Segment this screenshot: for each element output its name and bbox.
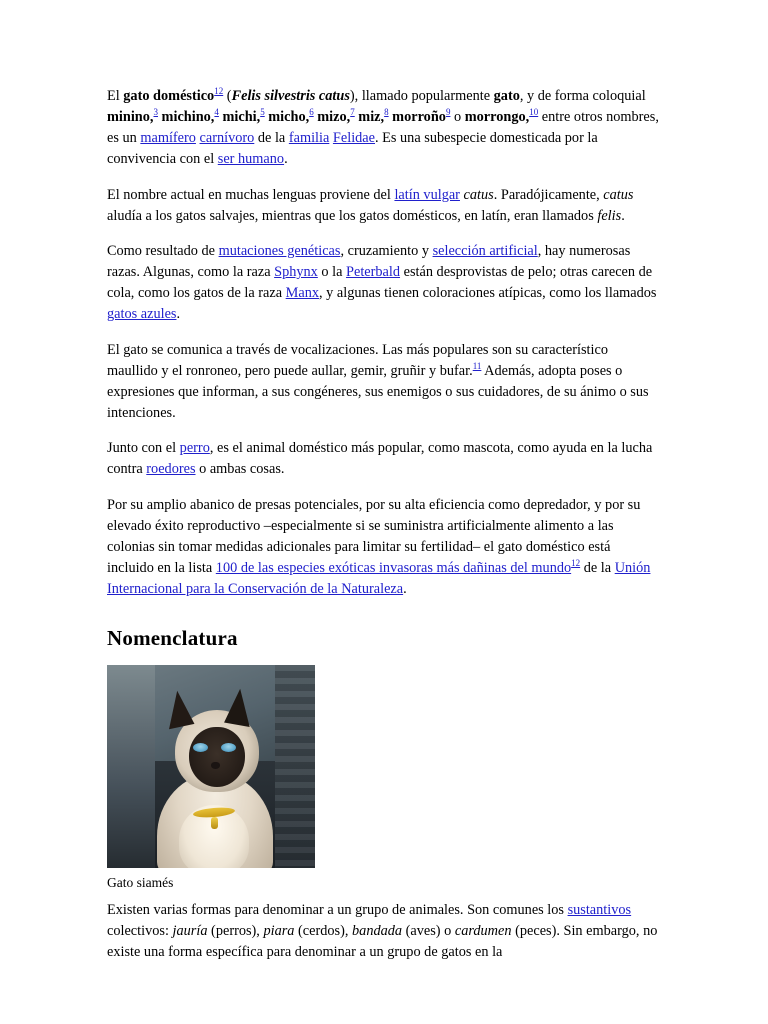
text-run: . Es una subespecie domesticada por la convivencia con el (107, 130, 598, 168)
paragraph-1 (107, 86, 660, 171)
link-mamifero[interactable]: mamífero (140, 130, 196, 147)
text-run: , es el animal doméstico más popular, como mascota, como ayuda en la lucha contra (107, 440, 653, 478)
text-run: de la (580, 559, 615, 576)
link-roedores[interactable]: roedores (146, 461, 196, 478)
figure-caption: Gato siamés (107, 875, 174, 891)
reference-marker[interactable] (571, 558, 580, 568)
text-run: Junto con el (107, 440, 180, 457)
text-run: ( (223, 88, 232, 104)
text-run: o ambas cosas. (195, 461, 285, 478)
link-felidae[interactable]: Felidae (332, 130, 376, 147)
reference-marker[interactable] (529, 107, 538, 117)
text-run: Existen varias formas para denominar a un grupo de animales. Son comunes los (107, 902, 568, 919)
link-peterbald[interactable]: Peterbald (346, 264, 401, 281)
reference-link-7[interactable]: 7​ (350, 107, 355, 118)
text-run: ), llamado popularmente (349, 88, 494, 104)
text-run: , y de forma coloquial (519, 88, 646, 104)
text-run: están desprovistas de pelo; otras carecen de cola, como los gatos de la raza (107, 264, 653, 302)
text-run: Además, adopta poses o expresiones que informan, a sus congéneres, sus enemigos o sus cuidadores, de su ánimo o sus intenciones. (107, 362, 649, 422)
bold-term-gato-domestico: gato doméstico (123, 88, 215, 104)
figure-gato-siames (107, 665, 315, 892)
link-gatos-azules[interactable]: gatos azules (107, 306, 177, 323)
link-carnivoro[interactable]: carnívoro (199, 130, 255, 147)
bold-term-minino: minino, (107, 109, 154, 126)
binomial-name: Felis silvestris catus (231, 88, 350, 104)
bold-term-mizo: mizo, (313, 109, 351, 126)
link-manx[interactable]: Manx (285, 285, 320, 302)
italic-catus: catus (603, 186, 634, 203)
reference-marker[interactable] (214, 86, 223, 96)
bold-term-morrono: morroño (388, 109, 446, 126)
text-run: o la (317, 264, 347, 281)
italic-jauria: jauría (172, 923, 208, 940)
reference-link-4[interactable]: 4​ (214, 107, 219, 118)
link-ser-humano[interactable]: ser humano (217, 151, 285, 168)
italic-felis: felis (597, 207, 622, 224)
link-perro[interactable]: perro (179, 440, 210, 457)
link-seleccion-artificial[interactable]: selección artificial (432, 242, 538, 259)
text-run: aludía a los gatos salvajes, mientras que los gatos domésticos, en latín, eran llamados (107, 207, 598, 224)
reference-link-1-2[interactable]: 1​2​ (214, 86, 224, 97)
bold-term-morrongo: morrongo, (464, 109, 530, 126)
text-run: (cerdos), (294, 923, 353, 940)
text-run: colectivos: (107, 923, 173, 940)
text-run: El nombre actual en muchas lenguas proviene del (107, 186, 395, 203)
reference-link-11[interactable]: 11​ (472, 360, 482, 371)
link-sustantivos[interactable]: sustantivos (567, 902, 632, 919)
text-run: Por su amplio abanico de presas potenciales, por su alta eficiencia como depredador, y por su elevado éxito reproductivo –especialmente si se suministra artificialmente alimento a las colonias sin tomar medidas adicionales para limitar su fertilidad– el gato doméstico está incluido en la lista (107, 496, 641, 576)
bold-term-michi: michi, (218, 109, 261, 126)
paragraph-6 (107, 495, 660, 601)
text-run: (peces). Sin embargo, no existe una forma específica para denominar a un grupo de gatos en la (107, 923, 658, 961)
reference-link-3[interactable]: 3​ (153, 107, 158, 118)
text-run: El gato se comunica a través de vocalizaciones. Las más populares son su característico maullido y el ronroneo, pero puede aullar, gemir, gruñir y bufar. (107, 341, 608, 379)
link-latin-vulgar[interactable]: latín vulgar (394, 186, 460, 203)
link-uicn[interactable]: Unión Internacional para la Conservación de la Naturaleza (107, 559, 651, 598)
paragraph-5 (107, 438, 660, 480)
text-run: de la (254, 130, 289, 147)
text-run: , cruzamiento y (340, 242, 433, 259)
bold-term-micho: micho, (264, 109, 310, 126)
reference-link-10[interactable]: 10​ (529, 107, 539, 118)
reference-link-5[interactable]: 5​ (260, 107, 265, 118)
paragraph-2 (107, 185, 660, 227)
reference-link-8[interactable]: 8​ (384, 107, 389, 118)
text-run: . Paradójicamente, (493, 186, 604, 203)
text-run: (aves) o (402, 923, 455, 940)
text-run: Como resultado de (107, 242, 219, 259)
text-run: o (450, 109, 465, 126)
italic-piara: piara (263, 923, 295, 940)
paragraph-7 (107, 900, 660, 963)
text-run: . (403, 581, 407, 598)
bold-term-miz: miz, (354, 109, 385, 126)
bold-term-gato: gato (493, 88, 520, 104)
text-run: El (107, 88, 124, 104)
text-run: (perros), (207, 923, 264, 940)
cat-collar-tag (211, 817, 218, 829)
link-sphynx[interactable]: Sphynx (274, 264, 318, 281)
bold-term-michino: michino, (157, 109, 215, 126)
italic-catus: catus (463, 186, 494, 203)
photo-background-left (107, 665, 155, 868)
reference-link-6[interactable]: 6​ (309, 107, 314, 118)
window-blind (275, 665, 315, 868)
text-run: . (621, 207, 625, 224)
reference-link-12[interactable]: 12​ (571, 558, 581, 569)
text-run: , y algunas tienen coloraciones atípicas, como los llamados (319, 285, 657, 302)
text-run: , hay numerosas razas. Algunas, como la raza (107, 242, 631, 281)
text-run: . (284, 151, 288, 168)
link-lista-100-especies[interactable]: 100 de las especies exóticas invasoras más dañinas del mundo (215, 559, 572, 576)
paragraph-4 (107, 340, 660, 425)
reference-link-9[interactable]: 9​ (445, 107, 451, 118)
link-mutaciones-geneticas[interactable]: mutaciones genéticas (218, 242, 341, 259)
paragraph-3 (107, 241, 660, 326)
siamese-cat-photo (107, 665, 315, 868)
link-familia[interactable]: familia (288, 130, 330, 147)
italic-bandada: bandada (352, 923, 403, 940)
text-run: entre otros nombres, es un (107, 109, 659, 147)
page-title-nomenclatura: Nomenclatura (107, 626, 238, 651)
text-run: . (176, 306, 181, 323)
italic-cardumen: cardumen (454, 923, 512, 940)
